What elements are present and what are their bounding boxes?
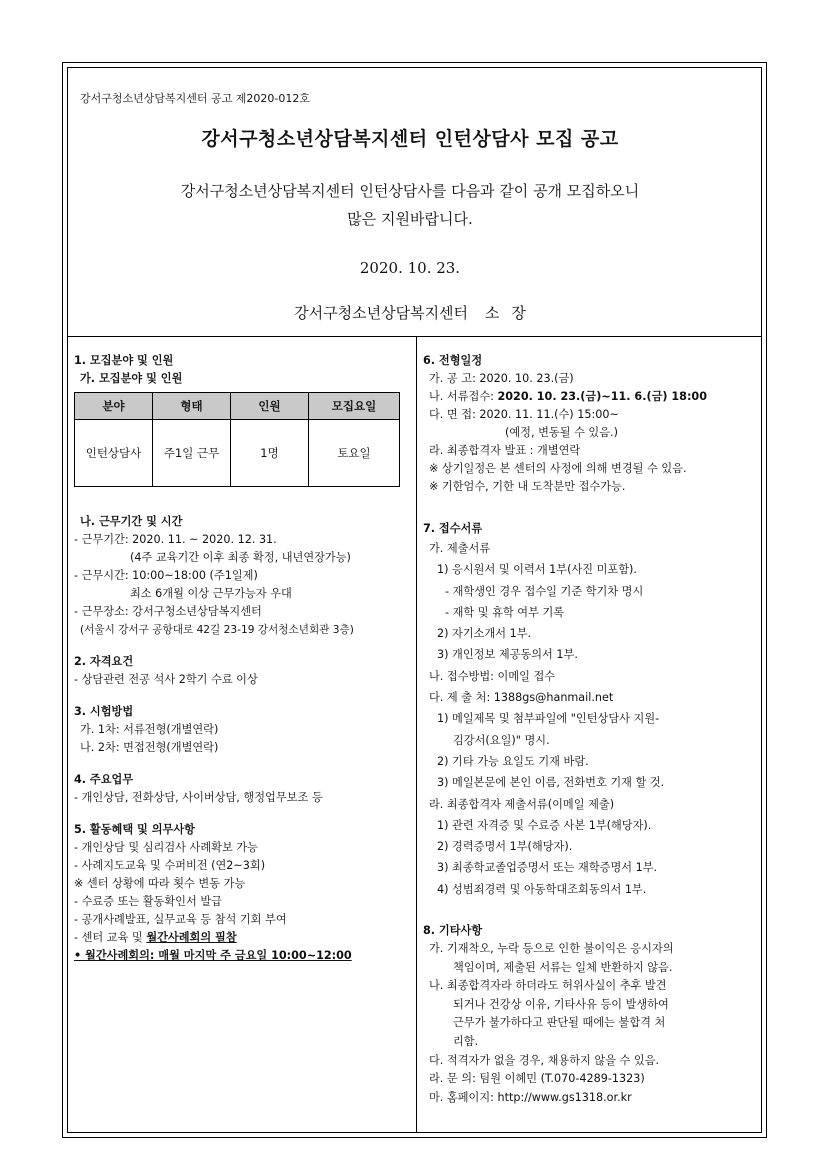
section-1-sub-ga: 가. 모집분야 및 인원 <box>80 372 183 385</box>
section-1-sub-na: 나. 근무기간 및 시간 <box>80 515 183 528</box>
table-cell: 1명 <box>231 420 309 487</box>
section-3-heading: 3. 시험방법 <box>74 705 134 718</box>
list-item: 4) 성범죄경력 및 아동학대조회동의서 1부. <box>437 882 647 896</box>
text-line: - 개인상담 및 심리검사 사례확보 가능 <box>74 841 258 854</box>
list-item: 2) 기타 가능 요일도 기재 바람. <box>437 754 589 768</box>
text-line <box>423 388 761 406</box>
table-row <box>75 420 400 487</box>
text-line: 최소 6개월 이상 근무가능자 우대 <box>130 587 292 600</box>
section-8-heading: 8. 기타사항 <box>423 924 483 938</box>
text-line: 가. 1차: 서류전형(개별연락) <box>80 723 219 736</box>
text-line <box>74 929 414 947</box>
intro-line-1: 강서구청소년상담복지센터 인턴상담사를 다음과 같이 공개 모집하오니 <box>180 182 640 200</box>
left-column <box>74 352 414 965</box>
list-item: 3) 개인정보 제공동의서 1부. <box>437 648 578 662</box>
notice-date: 2020. 10. 23. <box>359 259 461 277</box>
text-line: - 사례지도교육 및 수퍼비전 (연2~3회) <box>74 859 266 872</box>
table-header: 형태 <box>153 393 231 420</box>
page-title: 강서구청소년상담복지센터 인턴상담사 모집 공고 <box>201 128 619 150</box>
text-line: (4주 교육기간 이후 최종 확정, 내년연장가능) <box>130 551 351 564</box>
text-line: - 상담관련 전공 석사 2학기 수료 이상 <box>74 673 258 686</box>
list-item: 책임이며, 제출된 서류는 일체 반환하지 않음. <box>453 960 673 974</box>
list-item: 김강서(요일)" 명시. <box>453 733 550 747</box>
text-line: - 수료증 또는 활동확인서 발급 <box>74 895 222 908</box>
list-item: 2) 경력증명서 1부(해당자). <box>437 840 573 854</box>
text-line: - 근무기간: 2020. 11. ~ 2020. 12. 31. <box>74 533 277 546</box>
section-2-heading: 2. 자격요건 <box>74 655 134 668</box>
table-header: 분야 <box>75 393 153 420</box>
table-cell: 토요일 <box>309 420 400 487</box>
text-line: (서울시 강서구 공항대로 42길 23-19 강서청소년회관 3층) <box>80 624 354 636</box>
section-6-heading: 6. 전형일정 <box>423 354 483 367</box>
intro-line-2: 많은 지원바랍니다. <box>347 210 473 228</box>
table-header: 인원 <box>231 393 309 420</box>
text-line-prefix: - 센터 교육 및 <box>74 931 147 944</box>
list-item: 근무가 불가하다고 판단될 때에는 불합격 처 <box>453 1016 666 1030</box>
list-item: 나. 접수방법: 이메일 접수 <box>429 669 556 683</box>
text-line: ※ 상기일정은 본 센터의 사정에 의해 변경될 수 있음. <box>429 462 687 475</box>
list-item: 3) 최종학교졸업증명서 또는 재학증명서 1부. <box>437 861 658 875</box>
right-column <box>423 352 761 1107</box>
notice-number: 강서구청소년상담복지센터 공고 제2020-012호 <box>80 92 310 105</box>
list-item: 라. 최종합격자 제출서류(이메일 제출) <box>429 797 615 811</box>
section-4-heading: 4. 주요업무 <box>74 773 134 786</box>
list-item: 가. 제출서류 <box>429 542 491 555</box>
text-line: - 공개사례발표, 실무교육 등 참석 기회 부여 <box>74 913 287 926</box>
text-line: (예정, 변동될 수 있음.) <box>505 426 618 439</box>
list-item: 1) 관련 자격증 및 수료증 사본 1부(해당자). <box>437 818 652 832</box>
list-item: 2) 자기소개서 1부. <box>437 627 532 641</box>
signature-role-2: 장 <box>511 304 526 322</box>
list-item: - 재학 및 휴학 여부 기록 <box>445 605 565 619</box>
signature <box>0 302 820 323</box>
text-line: 라. 최종합격자 발표 : 개별연락 <box>429 444 581 457</box>
text-line: ※ 기한엄수, 기한 내 도착분만 접수가능. <box>429 480 626 493</box>
list-item: 다. 제 출 처: 1388gs@hanmail.net <box>429 691 614 705</box>
list-item: 1) 메일제목 및 첨부파일에 "인턴상담사 지원- <box>437 712 660 726</box>
recruitment-table <box>74 392 400 487</box>
table-cell: 인턴상담사 <box>75 420 153 487</box>
list-item: 1) 응시원서 및 이력서 1부(사진 미포함). <box>437 563 637 577</box>
monthly-meeting-line: • 월간사례회의: 매월 마지막 주 금요일 10:00~12:00 <box>74 949 352 962</box>
text-line: 나. 2차: 면접전형(개별연락) <box>80 741 219 754</box>
list-item: 가. 기재착오, 누락 등으로 인한 불이익은 응시자의 <box>429 942 674 956</box>
list-item: 3) 메일본문에 본인 이름, 전화번호 기재 할 것. <box>437 776 665 790</box>
signature-org: 강서구청소년상담복지센터 <box>294 304 469 322</box>
table-cell: 주1일 근무 <box>153 420 231 487</box>
list-item: 다. 적격자가 없을 경우, 채용하지 않을 수 있음. <box>429 1053 660 1067</box>
table-header: 모집요일 <box>309 393 400 420</box>
text-line: - 개인상담, 전화상담, 사이버상담, 행정업무보조 등 <box>74 791 323 804</box>
text-line: 가. 공 고: 2020. 10. 23.(금) <box>429 372 574 385</box>
text-line: - 근무장소: 강서구청소년상담복지센터 <box>74 605 262 618</box>
list-item: - 재학생인 경우 접수일 기준 학기차 명시 <box>445 584 644 598</box>
mandatory-meeting: 월간사례회의 필참 <box>146 931 237 944</box>
text-line: ※ 센터 상황에 따라 횟수 변동 가능 <box>74 877 246 890</box>
list-item: 리함. <box>453 1035 479 1049</box>
list-item: 라. 문 의: 팀원 이혜민 (T.070-4289-1323) <box>429 1072 645 1086</box>
section-7-list <box>423 538 761 900</box>
list-item: 되거나 건강상 이유, 기타사유 등이 발생하여 <box>453 997 669 1011</box>
signature-role-1: 소 <box>484 304 500 322</box>
text-line: - 근무시간: 10:00~18:00 (주1일제) <box>74 569 258 582</box>
header-divider <box>67 336 762 337</box>
text-line: 다. 면 접: 2020. 11. 11.(수) 15:00~ <box>429 408 619 421</box>
section-7-heading: 7. 접수서류 <box>423 522 483 535</box>
text-line-prefix: 나. 서류접수: <box>429 390 498 403</box>
list-item: 나. 최종합격자라 하더라도 허위사실이 추후 발견 <box>429 979 667 993</box>
section-8-list <box>423 940 761 1107</box>
list-item: 마. 홈페이지: http://www.gs1318.or.kr <box>429 1090 632 1104</box>
column-divider <box>416 337 417 1133</box>
section-5-heading: 5. 활동혜택 및 의무사항 <box>74 823 195 836</box>
table-header-row <box>75 393 400 420</box>
section-1-heading: 1. 모집분야 및 인원 <box>74 354 174 367</box>
document-period: 2020. 10. 23.(금)~11. 6.(금) 18:00 <box>497 390 707 403</box>
